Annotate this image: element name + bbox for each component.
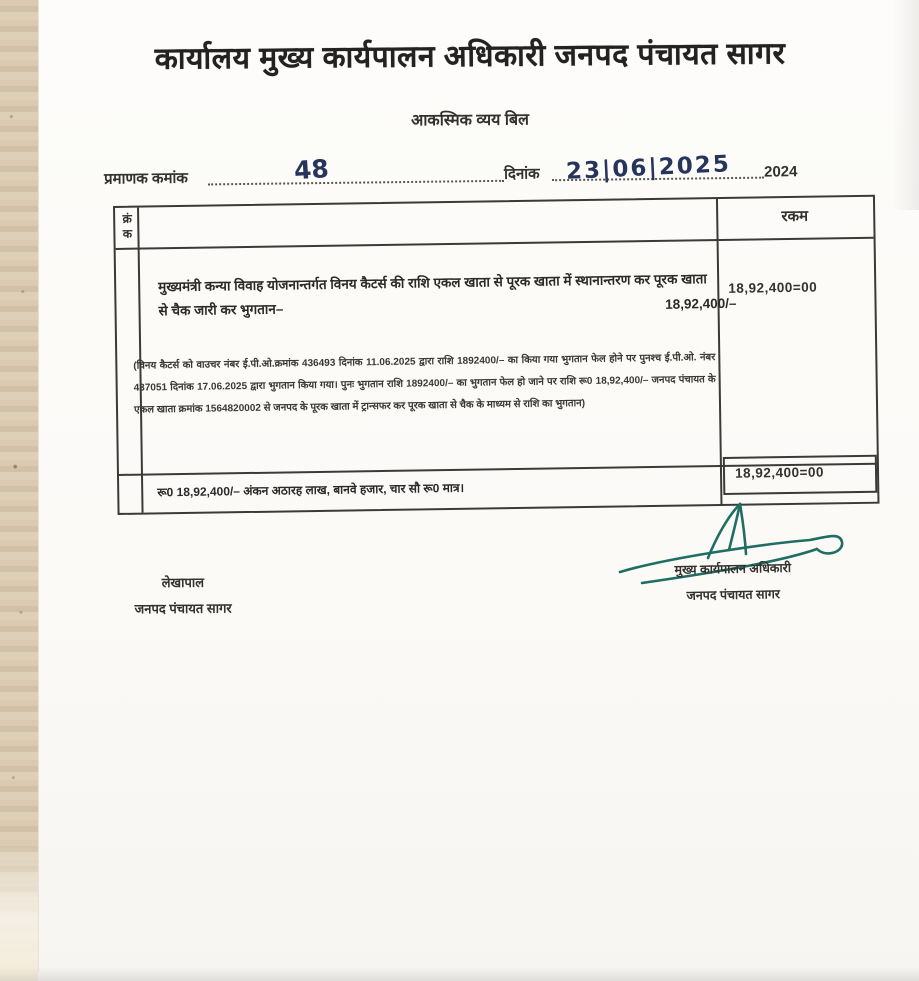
bill-type-subtitle: आकस्मिक व्यय बिल bbox=[410, 111, 530, 130]
officer-designation: मुख्य कार्यपालन अधिकारी bbox=[674, 560, 792, 578]
voucher-line bbox=[104, 147, 874, 192]
voucher-number-dotted-line bbox=[208, 180, 504, 186]
date-label: दिनांक bbox=[503, 165, 540, 183]
scan-bottom-shadow bbox=[0, 967, 919, 981]
total-amount-box bbox=[723, 455, 878, 495]
serial-header-line1: क्रं bbox=[122, 211, 132, 226]
payment-note: (विनय कैटर्स को वाउचर नंबर ई.पी.ओ.क्रमांक 436493 दिनांक 11.06.2025 द्वारा राशि 1892400/– का किया गया भुगतान फेल होने पर पुनश्च ई.पी.ओ. नंबर 437051 दिनांक 17.06.2025 द्वारा भुगतान किया गया। पुनः भुगतान राशि 1892400/– का भुगतान फेल हो जाने पर राशि रू0 18,92,400/– जनपद पंचायत के एकल खाता क्रमांक 1564820002 से जनपद के पूरक खाता में ट्रान्सफर कर पूरक खाता से चैक के माध्यम से राशि का भुगतान) bbox=[133, 352, 716, 416]
voucher-number-handwritten: 48 bbox=[293, 154, 330, 186]
payment-description bbox=[158, 267, 737, 323]
officer-office: जनपद पंचायत सागर bbox=[686, 587, 781, 603]
amount-cell-total: 18,92,400=00 bbox=[734, 464, 825, 481]
signature-block-accountant bbox=[108, 569, 258, 622]
voucher-number-label: प्रमाणक कमांक bbox=[103, 169, 189, 188]
printed-year: 2024 bbox=[763, 163, 798, 181]
accountant-office: जनपद पंचायत सागर bbox=[134, 600, 232, 617]
serial-column-header bbox=[117, 212, 137, 242]
scan-top-right-shadow bbox=[893, 0, 919, 210]
accountant-designation: लेखापाल bbox=[161, 574, 205, 591]
office-title: कार्यालय मुख्य कार्यपालन अधिकारी जनपद पंचायत सागर bbox=[154, 37, 786, 76]
amount-cell-main: 18,92,400=00 bbox=[728, 279, 818, 296]
header-row-divider bbox=[116, 237, 874, 250]
total-amount-in-words: रू0 18,92,400/– अंकन अठारह लाख, बानवे हजार, चार सौ रू0 मात्र। bbox=[157, 480, 465, 500]
payment-description-text: मुख्यमंत्री कन्या विवाह योजनान्तर्गत विनय कैटर्स की राशि एकल खाता से पूरक खाता में स्थानान्तरण कर पूरक खाता से चैक जारी कर भुगतान– bbox=[158, 271, 707, 319]
date-handwritten: 23|06|2025 bbox=[565, 151, 732, 185]
expense-bill-table bbox=[113, 195, 880, 515]
scan-left-edge-fade bbox=[0, 840, 38, 981]
amount-column-header: रकम bbox=[781, 207, 809, 226]
scan-left-edge-texture bbox=[0, 0, 39, 972]
signature-block-officer bbox=[648, 555, 819, 610]
payment-description-inline-amount: 18,92,400/– bbox=[665, 295, 737, 312]
serial-header-line2: क bbox=[122, 226, 133, 241]
amount-column-divider bbox=[716, 199, 723, 504]
